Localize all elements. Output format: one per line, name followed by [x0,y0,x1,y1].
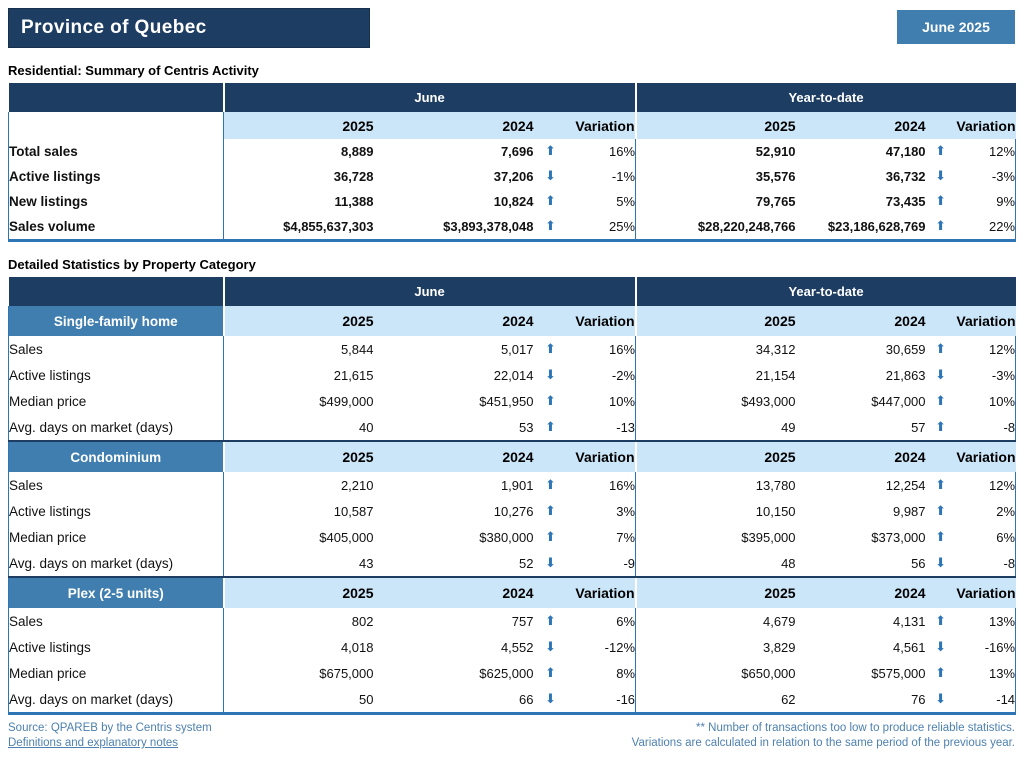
corner-cell [9,277,224,306]
ytd-variation-header: Variation [926,112,1016,139]
june-2024-value: $380,000 [374,524,534,550]
ytd-2025-header: 2025 [636,577,796,608]
trend-up-icon: ⬆ [534,414,568,441]
trend-down-icon: ⬇ [926,686,956,714]
ytd-2025-header: 2025 [636,112,796,139]
trend-up-icon: ⬆ [534,139,568,164]
trend-up-icon: ⬆ [926,139,956,164]
trend-down-icon: ⬇ [534,362,568,388]
ytd-variation-value: -3% [956,362,1016,388]
june-variation-header: Variation [534,441,636,472]
june-variation-header: Variation [534,112,636,139]
ytd-variation-value: 10% [956,388,1016,414]
june-variation-header: Variation [534,577,636,608]
ytd-2025-value: 62 [636,686,796,714]
june-2025-value: $405,000 [224,524,374,550]
group-header-row [9,277,1016,306]
june-variation-value: -16 [568,686,636,714]
row-label: Avg. days on market (days) [9,686,224,714]
detailed-section-title: Detailed Statistics by Property Category [8,257,256,272]
ytd-2025-value: $28,220,248,766 [636,214,796,241]
ytd-2024-value: 12,254 [796,472,926,498]
table-row [9,608,1016,634]
trend-up-icon: ⬆ [926,336,956,362]
june-2024-value: 10,824 [374,189,534,214]
ytd-2025-value: 4,679 [636,608,796,634]
row-label: Avg. days on market (days) [9,414,224,441]
trend-up-icon: ⬆ [534,498,568,524]
row-label: Active listings [9,634,224,660]
ytd-variation-value: -14 [956,686,1016,714]
trend-up-icon: ⬆ [926,498,956,524]
trend-up-icon: ⬆ [926,414,956,441]
ytd-variation-value: -8 [956,414,1016,441]
ytd-2025-value: 79,765 [636,189,796,214]
ytd-variation-value: -3% [956,164,1016,189]
date-badge: June 2025 [897,10,1015,44]
ytd-2024-value: 4,561 [796,634,926,660]
trend-down-icon: ⬇ [926,550,956,577]
footer [8,721,1015,751]
trend-up-icon: ⬆ [926,189,956,214]
june-2025-header: 2025 [224,441,374,472]
june-2025-header: 2025 [224,577,374,608]
ytd-variation-header: Variation [926,441,1016,472]
june-2024-header: 2024 [374,306,534,336]
blank-cell [9,112,224,139]
june-2024-value: 10,276 [374,498,534,524]
row-label: Active listings [9,498,224,524]
ytd-2024-header: 2024 [796,112,926,139]
june-group-header: June [224,277,636,306]
trend-up-icon: ⬆ [534,336,568,362]
row-label: Active listings [9,164,224,189]
june-2025-value: $499,000 [224,388,374,414]
ytd-2025-value: 35,576 [636,164,796,189]
june-variation-value: -13 [568,414,636,441]
ytd-2024-value: $575,000 [796,660,926,686]
june-variation-value: -9 [568,550,636,577]
group-header-row [9,83,1016,112]
table-row [9,414,1016,441]
ytd-group-header: Year-to-date [636,83,1016,112]
ytd-group-header: Year-to-date [636,277,1016,306]
ytd-2024-value: 36,732 [796,164,926,189]
trend-down-icon: ⬇ [926,362,956,388]
row-label: Sales [9,608,224,634]
june-variation-value: -12% [568,634,636,660]
june-2025-header: 2025 [224,306,374,336]
category-header-row [9,577,1016,608]
ytd-2024-value: $23,186,628,769 [796,214,926,241]
ytd-2024-value: 56 [796,550,926,577]
category-name: Single-family home [9,306,224,336]
ytd-2024-value: 76 [796,686,926,714]
ytd-2024-value: 47,180 [796,139,926,164]
ytd-2025-value: 48 [636,550,796,577]
table-row [9,336,1016,362]
june-2024-value: 5,017 [374,336,534,362]
ytd-2025-header: 2025 [636,441,796,472]
reliability-note: ** Number of transactions too low to produce reliable statistics. [696,722,1015,734]
table-row [9,660,1016,686]
trend-up-icon: ⬆ [534,524,568,550]
trend-up-icon: ⬆ [534,214,568,241]
detailed-table [8,277,1016,715]
ytd-2025-value: $395,000 [636,524,796,550]
footer-right [632,721,1015,751]
row-label: New listings [9,189,224,214]
june-2024-value: 22,014 [374,362,534,388]
trend-down-icon: ⬇ [534,164,568,189]
top-bar [8,8,1015,48]
row-label: Median price [9,524,224,550]
trend-up-icon: ⬆ [534,608,568,634]
june-2024-value: 4,552 [374,634,534,660]
ytd-2025-value: 49 [636,414,796,441]
june-2025-value: 50 [224,686,374,714]
trend-up-icon: ⬆ [534,189,568,214]
june-variation-value: 16% [568,472,636,498]
table-row [9,634,1016,660]
ytd-2024-value: 57 [796,414,926,441]
trend-up-icon: ⬆ [926,660,956,686]
table-row [9,498,1016,524]
trend-up-icon: ⬆ [926,214,956,241]
june-2024-value: 7,696 [374,139,534,164]
table-row [9,362,1016,388]
trend-up-icon: ⬆ [926,388,956,414]
variation-note: Variations are calculated in relation to the same period of the previous year. [631,737,1015,749]
june-2025-value: $675,000 [224,660,374,686]
june-variation-value: 5% [568,189,636,214]
ytd-variation-header: Variation [926,577,1016,608]
trend-down-icon: ⬇ [534,634,568,660]
ytd-2024-value: 9,987 [796,498,926,524]
june-2025-value: 43 [224,550,374,577]
june-variation-value: 10% [568,388,636,414]
row-label: Sales [9,472,224,498]
ytd-2024-value: 21,863 [796,362,926,388]
june-variation-value: 8% [568,660,636,686]
source-note: Source: QPAREB by the Centris system [8,722,212,734]
trend-up-icon: ⬆ [534,388,568,414]
row-label: Median price [9,660,224,686]
june-variation-value: 3% [568,498,636,524]
category-header-row [9,441,1016,472]
category-header-row [9,306,1016,336]
table-row [9,550,1016,577]
category-name: Condominium [9,441,224,472]
definitions-link[interactable]: Definitions and explanatory notes [8,737,179,749]
ytd-variation-value: 2% [956,498,1016,524]
june-2025-value: 5,844 [224,336,374,362]
ytd-2024-value: 4,131 [796,608,926,634]
ytd-2025-value: 3,829 [636,634,796,660]
page-title: Province of Quebec [8,8,370,48]
row-label: Avg. days on market (days) [9,550,224,577]
june-variation-value: -2% [568,362,636,388]
ytd-2025-value: 34,312 [636,336,796,362]
summary-section-title: Residential: Summary of Centris Activity [8,63,259,78]
june-2025-value: 2,210 [224,472,374,498]
june-2025-value: 10,587 [224,498,374,524]
trend-up-icon: ⬆ [534,660,568,686]
june-2024-value: $451,950 [374,388,534,414]
table-row [9,189,1016,214]
june-2024-value: $625,000 [374,660,534,686]
trend-up-icon: ⬆ [926,472,956,498]
trend-down-icon: ⬇ [926,164,956,189]
trend-up-icon: ⬆ [534,472,568,498]
table-row [9,214,1016,241]
ytd-variation-value: -16% [956,634,1016,660]
june-2024-value: 52 [374,550,534,577]
june-2025-value: 40 [224,414,374,441]
row-label: Total sales [9,139,224,164]
june-variation-value: -1% [568,164,636,189]
ytd-2025-value: 21,154 [636,362,796,388]
trend-down-icon: ⬇ [926,634,956,660]
june-2024-value: 66 [374,686,534,714]
footer-left [8,721,212,751]
june-2024-value: 53 [374,414,534,441]
ytd-variation-value: 9% [956,189,1016,214]
june-variation-value: 6% [568,608,636,634]
june-2025-value: 802 [224,608,374,634]
ytd-variation-value: 13% [956,608,1016,634]
ytd-2025-value: 52,910 [636,139,796,164]
table-row [9,388,1016,414]
june-variation-value: 16% [568,336,636,362]
june-2025-value: 4,018 [224,634,374,660]
summary-table [8,83,1016,242]
june-variation-value: 16% [568,139,636,164]
trend-down-icon: ⬇ [534,686,568,714]
june-2024-header: 2024 [374,112,534,139]
ytd-2024-header: 2024 [796,306,926,336]
row-label: Active listings [9,362,224,388]
table-row [9,472,1016,498]
ytd-2025-header: 2025 [636,306,796,336]
ytd-variation-value: 13% [956,660,1016,686]
june-2025-header: 2025 [224,112,374,139]
ytd-2024-value: 30,659 [796,336,926,362]
ytd-variation-value: 22% [956,214,1016,241]
ytd-2024-header: 2024 [796,577,926,608]
ytd-2024-header: 2024 [796,441,926,472]
june-2025-value: 11,388 [224,189,374,214]
trend-up-icon: ⬆ [926,524,956,550]
ytd-variation-value: 12% [956,472,1016,498]
category-name: Plex (2-5 units) [9,577,224,608]
june-2025-value: 8,889 [224,139,374,164]
ytd-2024-value: $373,000 [796,524,926,550]
column-header-row [9,112,1016,139]
ytd-variation-value: -8 [956,550,1016,577]
corner-cell [9,83,224,112]
trend-down-icon: ⬇ [534,550,568,577]
ytd-2025-value: $650,000 [636,660,796,686]
ytd-variation-value: 12% [956,336,1016,362]
ytd-variation-value: 6% [956,524,1016,550]
row-label: Sales volume [9,214,224,241]
ytd-2024-value: $447,000 [796,388,926,414]
table-row [9,686,1016,714]
ytd-variation-header: Variation [926,306,1016,336]
ytd-2024-value: 73,435 [796,189,926,214]
june-2024-value: $3,893,378,048 [374,214,534,241]
june-2025-value: 36,728 [224,164,374,189]
table-row [9,139,1016,164]
june-variation-value: 7% [568,524,636,550]
ytd-2025-value: $493,000 [636,388,796,414]
june-2024-value: 37,206 [374,164,534,189]
june-2025-value: $4,855,637,303 [224,214,374,241]
ytd-2025-value: 10,150 [636,498,796,524]
ytd-2025-value: 13,780 [636,472,796,498]
table-row [9,164,1016,189]
june-2024-header: 2024 [374,577,534,608]
row-label: Median price [9,388,224,414]
row-label: Sales [9,336,224,362]
trend-up-icon: ⬆ [926,608,956,634]
june-2025-value: 21,615 [224,362,374,388]
table-row [9,524,1016,550]
june-group-header: June [224,83,636,112]
ytd-variation-value: 12% [956,139,1016,164]
june-2024-value: 1,901 [374,472,534,498]
june-2024-value: 757 [374,608,534,634]
june-2024-header: 2024 [374,441,534,472]
june-variation-header: Variation [534,306,636,336]
june-variation-value: 25% [568,214,636,241]
